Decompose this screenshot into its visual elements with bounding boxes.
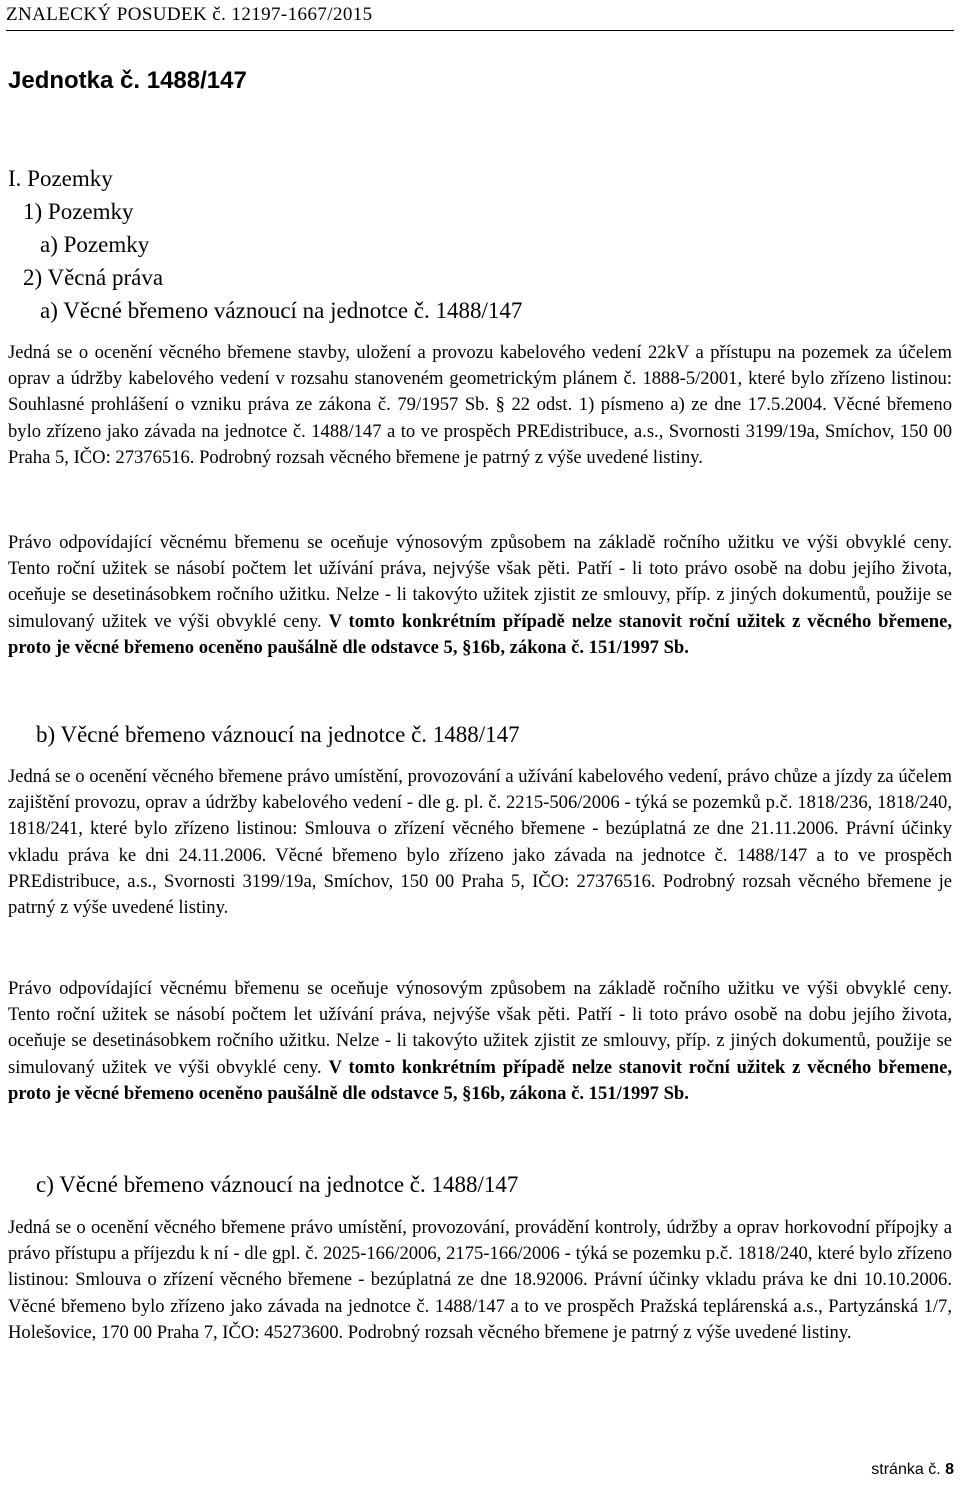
easement-a-description: Jedná se o ocenění věcného břemene stavby, uložení a provozu kabelového vedení 22kV a přístupu na pozemek za účelem oprav a údržby kabelového vedení v rozsahu stanoveném geometrickým plánem č. 1888-5/2001, které bylo zřízeno listinou: Souhlasné prohlášení o vzniku práva ze zákona č. 79/1957 Sb. § 22 odst. 1) písmeno a) ze dne 17.5.2004. Věcné břemeno bylo zřízeno jako závada na jednotce č. 1488/147 a to ve prospěch PREdistribuce, a.s., Svornosti 3199/19a, Smíchov, 150 00 Praha 5, IČO: 27376516. Podrobný rozsah věcného břemene je patrný z výše uvedené listiny. — [8, 342, 952, 468]
outline-item-land: I. Pozemky — [8, 166, 113, 191]
easement-c-heading: c) Věcné břemeno váznoucí na jednotce č. 1488/147 — [36, 1172, 519, 1197]
page-footer — [871, 1460, 954, 1480]
unit-title: Jednotka č. 1488/147 — [8, 67, 247, 94]
easement-b-valuation-conclusion: V tomto konkrétním případě nelze stanovit roční užitek z věcného břemene, proto je věcné břemeno oceněno paušálně dle odstavce 5, §16b, zákona č. 151/1997 Sb. — [8, 1056, 952, 1104]
easement-c-description: Jedná se o ocenění věcného břemene právo umístění, provozování, provádění kontroly, údržby a oprav horkovodní přípojky a právo přístupu a příjezdu k ní - dle gpl. č. 2025-166/2006, 2175-166/2006 - týká se pozemku p.č. 1818/240, které bylo zřízeno listinou: Smlouva o zřízení věcného břemene - bezúplatná ze dne 18.92006. Právní účinky vkladu práva ke dni 10.10.2006. Věcné břemeno bylo zřízeno jako závada na jednotce č. 1488/147 a to ve prospěch Pražská teplárenská a.s., Partyzánská 1/7, Holešovice, 170 00 Praha 7, IČO: 45273600. Podrobný rozsah věcného břemene je patrný z výše uvedené listiny. — [8, 1217, 952, 1343]
outline-item-land-1: 1) Pozemky — [23, 199, 134, 224]
document-header — [6, 2, 954, 31]
easement-b-valuation — [8, 976, 952, 1107]
easement-a-valuation-conclusion: V tomto konkrétním případě nelze stanovit roční užitek z věcného břemene, proto je věcné břemeno oceněno paušálně dle odstavce 5, §16b, zákona č. 151/1997 Sb. — [8, 610, 952, 658]
page-number: 8 — [945, 1461, 954, 1478]
outline-item-land-1a: a) Pozemky — [40, 232, 150, 257]
easement-b-heading: b) Věcné břemeno váznoucí na jednotce č. 1488/147 — [36, 722, 520, 747]
section-outline — [8, 162, 522, 327]
easement-a-valuation — [8, 530, 952, 661]
easement-a-valuation-text: Právo odpovídající věcnému břemenu se oceňuje výnosovým způsobem na základě ročního užitku ve výši obvyklé ceny. Tento roční užitek se násobí počtem let užívání práva, nejvýše však pěti. Patří - li toto právo osobě na dobu jejího života, oceňuje se desetinásobkem ročního užitku. Nelze - li takovýto užitek zjistit ze smlouvy, příp. z jiných dokumentů, použije se simulovaný užitek ve výši obvyklé ceny. — [8, 532, 952, 632]
easement-b-valuation-text: Právo odpovídající věcnému břemenu se oceňuje výnosovým způsobem na základě ročního užitku ve výši obvyklé ceny. Tento roční užitek se násobí počtem let užívání práva, nejvýše však pěti. Patří - li toto právo osobě na dobu jejího života, oceňuje se desetinásobkem ročního užitku. Nelze - li takovýto užitek zjistit ze smlouvy, příp. z jiných dokumentů, použije se simulovaný užitek ve výši obvyklé ceny. — [8, 978, 952, 1078]
page-label: stránka č. — [871, 1461, 941, 1478]
document-title: ZNALECKÝ POSUDEK č. 12197-1667/2015 — [6, 4, 373, 25]
outline-item-rights-2: 2) Věcná práva — [23, 265, 164, 290]
easement-b-description: Jedná se o ocenění věcného břemene právo umístění, provozování a užívání kabelového vedení, právo chůze a jízdy za účelem zajištění provozu, oprav a údržby kabelového vedení - dle g. pl. č. 2215-506/2006 - týká se pozemků p.č. 1818/236, 1818/240, 1818/241, které bylo zřízeno listinou: Smlouva o zřízení věcného břemene - bezúplatná ze dne 21.11.2006. Právní účinky vkladu práva ke dni 24.11.2006. Věcné břemeno bylo zřízeno jako závada na jednotce č. 1488/147 a to ve prospěch PREdistribuce, a.s., Svornosti 3199/19a, Smíchov, 150 00 Praha 5, IČO: 27376516. Podrobný rozsah věcného břemene je patrný z výše uvedené listiny. — [8, 766, 952, 919]
outline-item-easement-a: a) Věcné břemeno váznoucí na jednotce č. 1488/147 — [40, 298, 523, 323]
